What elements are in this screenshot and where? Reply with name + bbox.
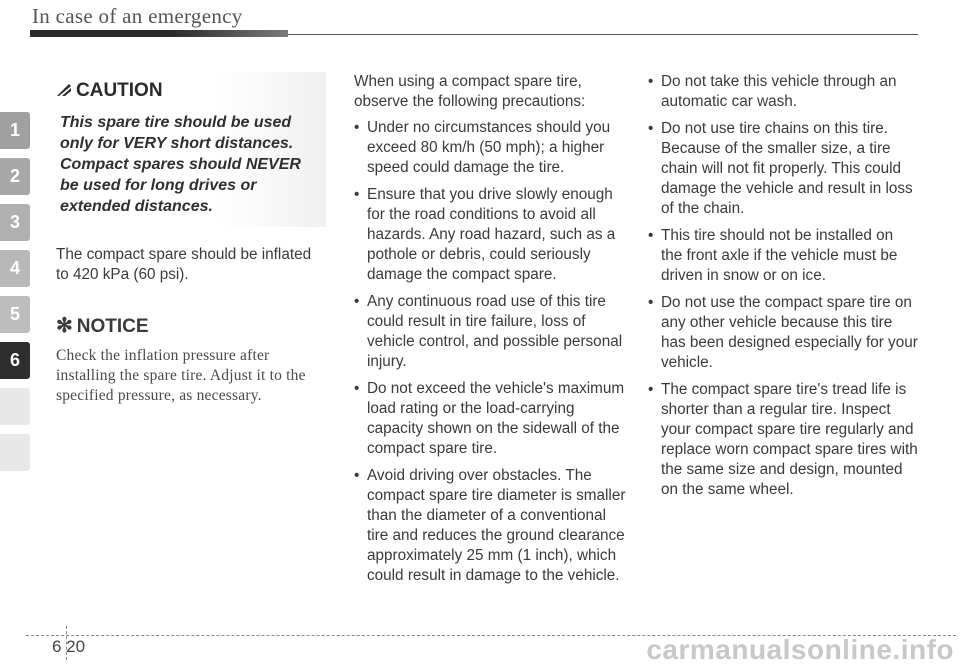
middle-column <box>354 72 630 593</box>
caution-text: This spare tire should be used only for VERY short distances. Compact spares should NEVER be used for long drives or extended distances. <box>60 114 301 215</box>
list-item: • This tire should not be installed on the front axle if the vehicle must be driven in snow or on ice. <box>648 226 918 286</box>
right-column <box>648 72 918 507</box>
notice-text: Check the inflation pressure after installing the spare tire. Adjust it to the specified pressure, as necessary. <box>56 347 306 404</box>
header-rule <box>288 34 918 35</box>
caution-heading: CAUTION <box>56 80 322 102</box>
caution-box <box>56 72 326 227</box>
chapter-tab-6[interactable]: 6 <box>0 342 30 379</box>
inflation-paragraph: The compact spare should be inflated to 420 kPa (60 psi). <box>56 246 312 283</box>
list-item: • Avoid driving over obstacles. The compact spare tire diameter is smaller than the diameter of a conventional tire and reduces the ground clearance approximately 25 mm (1 inch), which could result in damage to the vehicle. <box>354 466 630 586</box>
section-title: In case of an emergency <box>32 4 243 28</box>
precautions-list-1 <box>354 118 630 586</box>
list-item: • Do not use the compact spare tire on any other vehicle because this tire has been designed especially for your vehicle. <box>648 293 918 373</box>
left-column <box>56 72 326 406</box>
notice-heading: ✻ NOTICE <box>56 315 149 337</box>
chapter-tabs <box>0 112 38 480</box>
watermark: carmanualsonline.info <box>646 634 954 665</box>
precautions-list-2 <box>648 72 918 500</box>
chapter-tab-3[interactable]: 3 <box>0 204 30 241</box>
header-bar <box>30 30 288 37</box>
chapter-tab-4[interactable]: 4 <box>0 250 30 287</box>
list-item: • Under no circumstances should you exceed 80 km/h (50 mph); a higher speed could damage the tire. <box>354 118 630 178</box>
list-item: • Do not take this vehicle through an automatic car wash. <box>648 72 918 112</box>
chapter-tab-2[interactable]: 2 <box>0 158 30 195</box>
chapter-tab-1[interactable]: 1 <box>0 112 30 149</box>
list-item: • Any continuous road use of this tire could result in tire failure, loss of vehicle control, and possible personal injury. <box>354 292 630 372</box>
chapter-tab-placeholder <box>0 434 30 471</box>
page-number: 6 20 <box>52 637 86 656</box>
list-item: • Do not exceed the vehicle's maximum load rating or the load-carrying capacity shown on the sidewall of the compact spare tire. <box>354 379 630 459</box>
list-item: • The compact spare tire's tread life is shorter than a regular tire. Inspect your compact spare tire regularly and replace worn compact spare tires with the same size and design, mounted on the same wheel. <box>648 380 918 500</box>
chapter-tab-placeholder <box>0 388 30 425</box>
list-item: • Do not use tire chains on this tire. Because of the smaller size, a tire chain will not fit properly. This could damage the vehicle and result in loss of the chain. <box>648 119 918 219</box>
precautions-intro: When using a compact spare tire, observe the following precautions: <box>354 73 586 110</box>
list-item: • Ensure that you drive slowly enough for the road conditions to avoid all hazards. Any road hazard, such as a pothole or debris, could seriously damage the compact spare. <box>354 185 630 285</box>
asterisk-icon: ✻ <box>56 315 73 337</box>
chapter-tab-5[interactable]: 5 <box>0 296 30 333</box>
caution-icon <box>56 83 72 97</box>
